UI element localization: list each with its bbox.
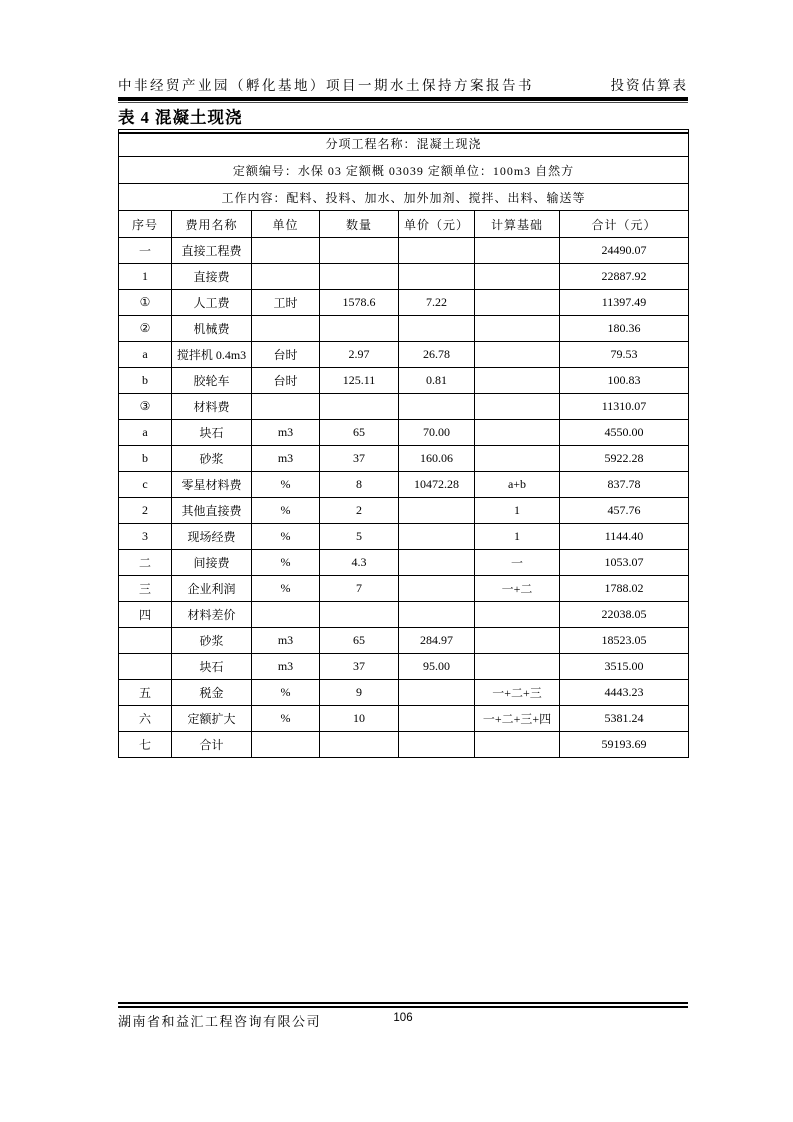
table-cell bbox=[475, 394, 560, 420]
table-row bbox=[119, 342, 689, 368]
table-cell: 四 bbox=[119, 602, 172, 628]
table-cell: 125.11 bbox=[320, 368, 399, 394]
table-cell: 1578.6 bbox=[320, 290, 399, 316]
column-header-row bbox=[119, 211, 689, 238]
table-cell bbox=[475, 238, 560, 264]
table-cell: 一+二 bbox=[475, 576, 560, 602]
table-cell: 人工费 bbox=[172, 290, 252, 316]
quota-number-cell: 定额编号：水保 03 定额概 03039 定额单位：100m3 自然方 bbox=[119, 157, 689, 184]
table-cell: 台时 bbox=[252, 368, 320, 394]
table-cell: 直接工程费 bbox=[172, 238, 252, 264]
table-cell: % bbox=[252, 706, 320, 732]
table-row bbox=[119, 680, 689, 706]
table-row bbox=[119, 472, 689, 498]
table-cell bbox=[252, 602, 320, 628]
table-cell bbox=[475, 420, 560, 446]
table-cell: 直接费 bbox=[172, 264, 252, 290]
table-cell: 26.78 bbox=[399, 342, 475, 368]
header-rule bbox=[118, 97, 688, 103]
table-cell: a bbox=[119, 420, 172, 446]
table-cell: 间接费 bbox=[172, 550, 252, 576]
table-cell: b bbox=[119, 368, 172, 394]
table-row bbox=[119, 602, 689, 628]
table-cell: 五 bbox=[119, 680, 172, 706]
table-cell: m3 bbox=[252, 654, 320, 680]
table-cell bbox=[475, 290, 560, 316]
table-cell: 3 bbox=[119, 524, 172, 550]
table-cell bbox=[119, 654, 172, 680]
table-cell: 100.83 bbox=[560, 368, 689, 394]
table-cell: 5381.24 bbox=[560, 706, 689, 732]
table-cell: 18523.05 bbox=[560, 628, 689, 654]
table-cell bbox=[475, 342, 560, 368]
table-cell: 457.76 bbox=[560, 498, 689, 524]
info-row bbox=[119, 157, 689, 184]
table-cell bbox=[399, 498, 475, 524]
table-row bbox=[119, 550, 689, 576]
table-cell: % bbox=[252, 472, 320, 498]
table-cell: 3515.00 bbox=[560, 654, 689, 680]
table-cell: 台时 bbox=[252, 342, 320, 368]
table-cell bbox=[475, 368, 560, 394]
table-cell: m3 bbox=[252, 446, 320, 472]
table-cell: 65 bbox=[320, 628, 399, 654]
cost-estimate-table bbox=[118, 129, 689, 758]
table-cell: 22887.92 bbox=[560, 264, 689, 290]
table-cell: 机械费 bbox=[172, 316, 252, 342]
table-cell bbox=[399, 316, 475, 342]
table-cell: 1144.40 bbox=[560, 524, 689, 550]
table-row bbox=[119, 524, 689, 550]
table-cell bbox=[399, 602, 475, 628]
table-cell bbox=[320, 732, 399, 758]
table-cell bbox=[475, 628, 560, 654]
table-cell bbox=[399, 576, 475, 602]
table-cell: 8 bbox=[320, 472, 399, 498]
table-cell bbox=[475, 446, 560, 472]
table-row bbox=[119, 420, 689, 446]
table-cell: 材料费 bbox=[172, 394, 252, 420]
table-cell: 10472.28 bbox=[399, 472, 475, 498]
table-cell: 税金 bbox=[172, 680, 252, 706]
table-cell: b bbox=[119, 446, 172, 472]
table-cell: 工时 bbox=[252, 290, 320, 316]
table-cell bbox=[399, 238, 475, 264]
table-title: 表 4 混凝土现浇 bbox=[118, 104, 688, 134]
table-cell: 1 bbox=[475, 498, 560, 524]
table-cell: 砂浆 bbox=[172, 446, 252, 472]
table-cell: 合计 bbox=[172, 732, 252, 758]
table-cell: 0.81 bbox=[399, 368, 475, 394]
table-cell bbox=[320, 602, 399, 628]
table-cell: 搅拌机 0.4m3 bbox=[172, 342, 252, 368]
table-cell: 材料差价 bbox=[172, 602, 252, 628]
table-cell: 三 bbox=[119, 576, 172, 602]
table-cell: 1 bbox=[119, 264, 172, 290]
table-cell: % bbox=[252, 550, 320, 576]
table-cell bbox=[320, 394, 399, 420]
table-row bbox=[119, 654, 689, 680]
cost-table-wrap bbox=[118, 129, 688, 758]
table-cell: % bbox=[252, 576, 320, 602]
table-cell: % bbox=[252, 524, 320, 550]
table-row bbox=[119, 316, 689, 342]
table-cell bbox=[320, 316, 399, 342]
table-row bbox=[119, 394, 689, 420]
table-cell: 10 bbox=[320, 706, 399, 732]
table-row bbox=[119, 264, 689, 290]
table-cell bbox=[475, 264, 560, 290]
work-content-cell: 工作内容：配料、投料、加水、加外加剂、搅拌、出料、输送等 bbox=[119, 184, 689, 211]
table-cell bbox=[119, 628, 172, 654]
col-header-unit: 单位 bbox=[252, 211, 320, 238]
col-header-seq: 序号 bbox=[119, 211, 172, 238]
col-header-cost-name: 费用名称 bbox=[172, 211, 252, 238]
table-cell bbox=[252, 316, 320, 342]
table-row bbox=[119, 628, 689, 654]
table-cell: 块石 bbox=[172, 420, 252, 446]
table-cell bbox=[399, 706, 475, 732]
table-cell: 二 bbox=[119, 550, 172, 576]
table-cell bbox=[475, 602, 560, 628]
table-cell bbox=[399, 732, 475, 758]
table-row bbox=[119, 706, 689, 732]
table-cell: 1788.02 bbox=[560, 576, 689, 602]
table-cell bbox=[252, 394, 320, 420]
table-cell: 定额扩大 bbox=[172, 706, 252, 732]
table-cell: a+b bbox=[475, 472, 560, 498]
table-cell: 11397.49 bbox=[560, 290, 689, 316]
table-cell: 37 bbox=[320, 654, 399, 680]
table-cell: 70.00 bbox=[399, 420, 475, 446]
table-cell: 284.97 bbox=[399, 628, 475, 654]
col-header-quantity: 数量 bbox=[320, 211, 399, 238]
table-cell: m3 bbox=[252, 420, 320, 446]
table-row bbox=[119, 576, 689, 602]
table-cell: 1053.07 bbox=[560, 550, 689, 576]
table-cell bbox=[320, 264, 399, 290]
table-cell: % bbox=[252, 680, 320, 706]
table-cell: 7.22 bbox=[399, 290, 475, 316]
table-cell: 胶轮车 bbox=[172, 368, 252, 394]
table-cell: 一+二+三+四 bbox=[475, 706, 560, 732]
table-cell: 七 bbox=[119, 732, 172, 758]
table-cell: 837.78 bbox=[560, 472, 689, 498]
table-cell: 现场经费 bbox=[172, 524, 252, 550]
table-cell: 4443.23 bbox=[560, 680, 689, 706]
table-cell: 2 bbox=[320, 498, 399, 524]
table-cell: 95.00 bbox=[399, 654, 475, 680]
table-cell bbox=[475, 654, 560, 680]
header-report-title: 中非经贸产业园（孵化基地）项目一期水土保持方案报告书 bbox=[118, 78, 534, 93]
col-header-total: 合计（元） bbox=[560, 211, 689, 238]
table-body bbox=[119, 238, 689, 758]
table-cell: 11310.07 bbox=[560, 394, 689, 420]
col-header-unit-price: 单价（元） bbox=[399, 211, 475, 238]
table-cell bbox=[399, 550, 475, 576]
table-cell: 9 bbox=[320, 680, 399, 706]
table-cell bbox=[399, 264, 475, 290]
table-cell: 零星材料费 bbox=[172, 472, 252, 498]
table-cell: c bbox=[119, 472, 172, 498]
table-cell: 180.36 bbox=[560, 316, 689, 342]
table-cell: 2.97 bbox=[320, 342, 399, 368]
table-cell: 一 bbox=[119, 238, 172, 264]
page-footer bbox=[118, 1011, 688, 1030]
table-row bbox=[119, 498, 689, 524]
table-cell: ① bbox=[119, 290, 172, 316]
footer-rule bbox=[118, 1002, 688, 1008]
info-row bbox=[119, 130, 689, 157]
table-cell: 160.06 bbox=[399, 446, 475, 472]
header-section-label: 投资估算表 bbox=[610, 78, 688, 93]
table-cell bbox=[399, 394, 475, 420]
table-cell: 79.53 bbox=[560, 342, 689, 368]
table-cell bbox=[399, 680, 475, 706]
table-row bbox=[119, 238, 689, 264]
table-cell: 5922.28 bbox=[560, 446, 689, 472]
table-cell: ② bbox=[119, 316, 172, 342]
table-cell: 22038.05 bbox=[560, 602, 689, 628]
table-cell: 六 bbox=[119, 706, 172, 732]
table-cell: 一 bbox=[475, 550, 560, 576]
table-cell: % bbox=[252, 498, 320, 524]
table-cell: 4.3 bbox=[320, 550, 399, 576]
project-name-cell: 分项工程名称：混凝土现浇 bbox=[119, 130, 689, 157]
page-number: 106 bbox=[393, 1012, 413, 1024]
table-cell: 7 bbox=[320, 576, 399, 602]
info-row bbox=[119, 184, 689, 211]
table-cell bbox=[252, 238, 320, 264]
table-cell bbox=[399, 524, 475, 550]
table-cell: ③ bbox=[119, 394, 172, 420]
table-row bbox=[119, 732, 689, 758]
table-cell bbox=[320, 238, 399, 264]
table-cell: 块石 bbox=[172, 654, 252, 680]
table-cell: 企业利润 bbox=[172, 576, 252, 602]
table-cell: 1 bbox=[475, 524, 560, 550]
table-cell: 59193.69 bbox=[560, 732, 689, 758]
page-header bbox=[118, 74, 688, 94]
table-row bbox=[119, 446, 689, 472]
table-cell bbox=[252, 732, 320, 758]
table-cell bbox=[252, 264, 320, 290]
table-cell: 4550.00 bbox=[560, 420, 689, 446]
table-cell: 其他直接费 bbox=[172, 498, 252, 524]
table-cell: 65 bbox=[320, 420, 399, 446]
table-cell: 24490.07 bbox=[560, 238, 689, 264]
table-cell: a bbox=[119, 342, 172, 368]
table-cell: 2 bbox=[119, 498, 172, 524]
table-cell bbox=[475, 732, 560, 758]
table-cell: 一+二+三 bbox=[475, 680, 560, 706]
table-row bbox=[119, 368, 689, 394]
table-cell: 37 bbox=[320, 446, 399, 472]
table-row bbox=[119, 290, 689, 316]
table-cell: 砂浆 bbox=[172, 628, 252, 654]
table-cell: 5 bbox=[320, 524, 399, 550]
table-cell: m3 bbox=[252, 628, 320, 654]
footer-company-name: 湖南省和益汇工程咨询有限公司 bbox=[118, 1014, 322, 1029]
col-header-calc-basis: 计算基础 bbox=[475, 211, 560, 238]
table-cell bbox=[475, 316, 560, 342]
